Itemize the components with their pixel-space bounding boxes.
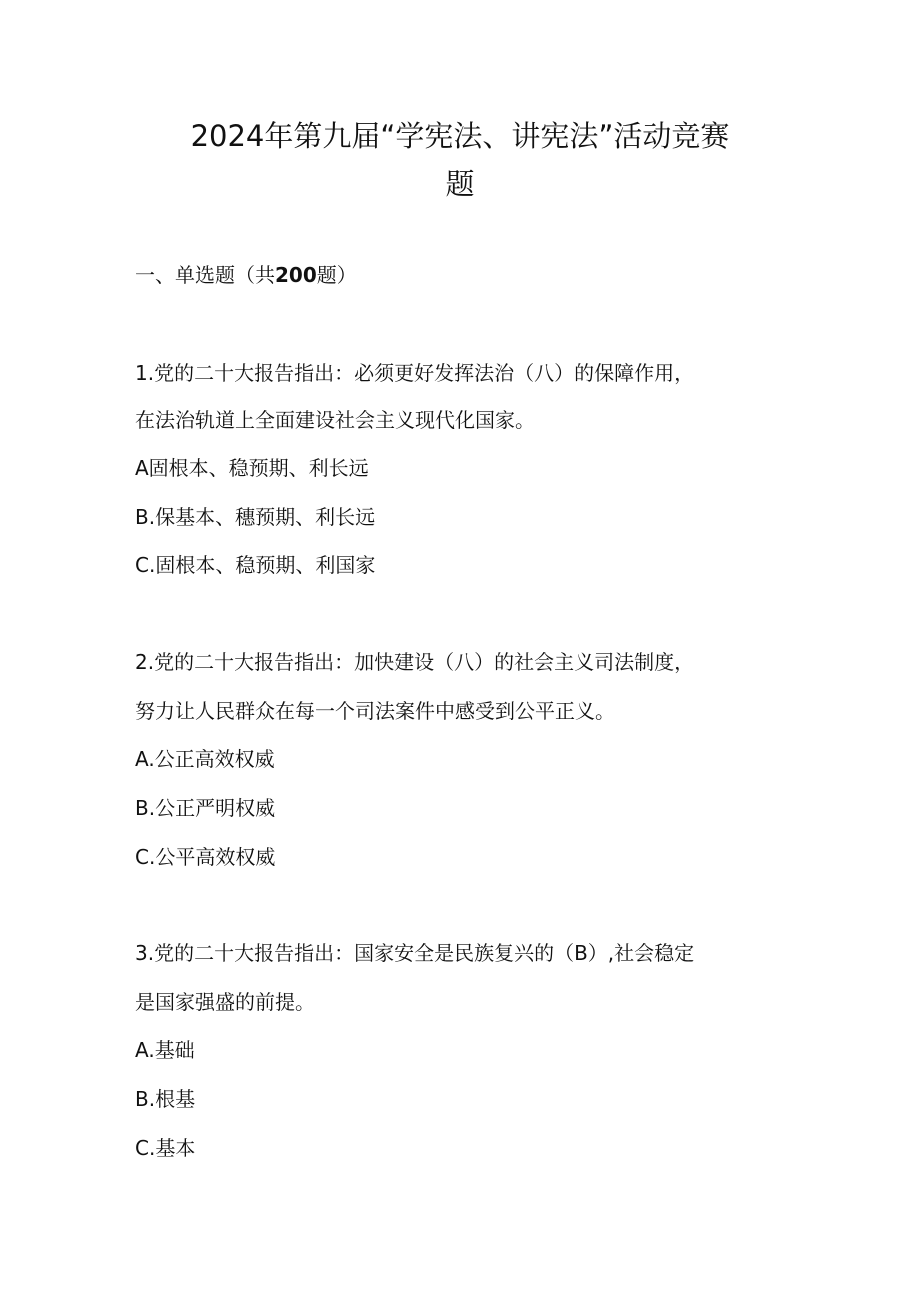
question-1-line-2: 在法治轨道上全面建设社会主义现代化国家。 bbox=[135, 408, 535, 432]
section-heading bbox=[135, 260, 357, 290]
question-3-option-b: B.根基 bbox=[135, 1087, 196, 1111]
question-3-line-2: 是国家强盛的前提。 bbox=[135, 990, 315, 1014]
question-1-line-1: 1.党的二十大报告指出：必须更好发挥法治（八）的保障作用， bbox=[135, 361, 695, 385]
question-3-option-a: A.基础 bbox=[135, 1038, 195, 1062]
section-suffix: 题） bbox=[316, 263, 357, 287]
question-3-option-c: C.基本 bbox=[135, 1136, 196, 1160]
section-prefix: 一、单选题（共 bbox=[135, 263, 275, 287]
question-2-option-b: B.公正严明权威 bbox=[135, 796, 276, 820]
question-2-line-1: 2.党的二十大报告指出：加快建设（八）的社会主义司法制度， bbox=[135, 650, 695, 674]
question-1-option-b: B.保基本、穗预期、利长远 bbox=[135, 505, 376, 529]
question-3-line-1: 3.党的二十大报告指出：国家安全是民族复兴的（B）,社会稳定 bbox=[135, 941, 695, 965]
title-line-2: 题 bbox=[445, 167, 475, 201]
section-count: 200 bbox=[275, 263, 317, 287]
question-2-line-2: 努力让人民群众在每一个司法案件中感受到公平正义。 bbox=[135, 699, 615, 723]
question-2-option-a: A.公正高效权威 bbox=[135, 747, 275, 771]
question-1-option-c: C.固根本、稳预期、利国家 bbox=[135, 553, 376, 577]
title-line-1: 2024年第九届“学宪法、讲宪法”活动竞赛 bbox=[190, 119, 730, 153]
document-title bbox=[120, 112, 800, 208]
question-1-option-a: A固根本、稳预期、利长远 bbox=[135, 456, 369, 480]
question-2-option-c: C.公平高效权威 bbox=[135, 845, 276, 869]
